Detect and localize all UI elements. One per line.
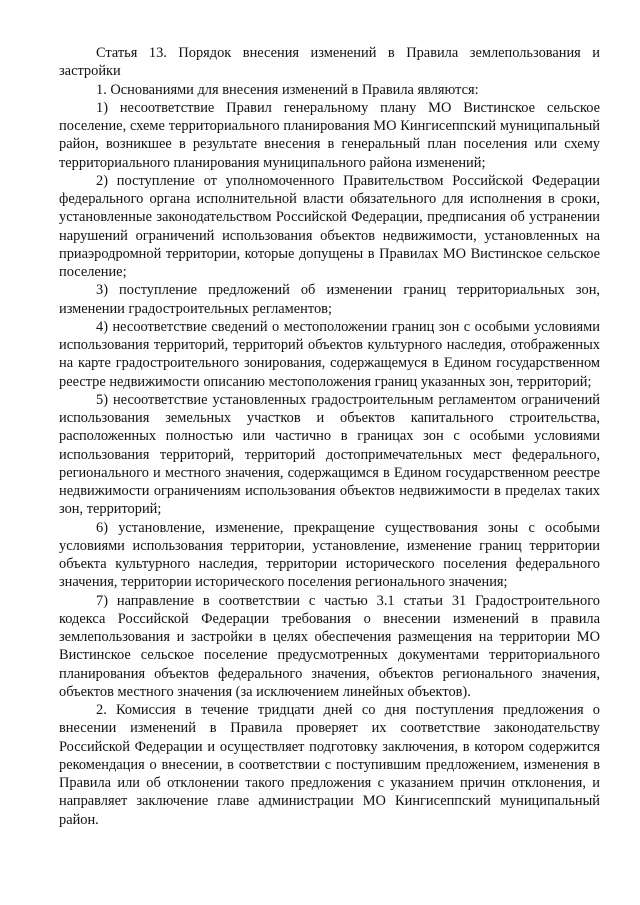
paragraph-item-5: 5) несоответствие установленных градостроительным регламентом ограничений использования земельных участков и объектов капитального строительства, расположенных полностью или частично в границах зон с особыми условиями использования территорий, территорий достопримечательных мест федерального, регионального и местного значения, содержащимся в Едином государственном реестре недвижимости ограничениям использования объектов недвижимости в пределах таких зон, территорий; (59, 391, 600, 518)
paragraph-item-2: 2) поступление от уполномоченного Правительством Российской Федерации федерального органа исполнительной власти обязательного для исполнения в сроки, установленные законодательством Российской Федерации, предписания об устранении нарушений ограничений использования объектов недвижимости, установленных на приаэродромной территории, которые допущены в Правилах МО Вистинское сельское поселение; (59, 172, 600, 280)
paragraph-item-6: 6) установление, изменение, прекращение существования зоны с особыми условиями использования территории, установление, изменение границ территории объекта культурного наследия, территории исторического поселения федерального значения, территории исторического поселения регионального значения; (59, 519, 600, 591)
paragraph-item-7: 7) направление в соответствии с частью 3.1 статьи 31 Градостроительного кодекса Российской Федерации требования о внесении изменений в правила землепользования и застройки в целях обеспечения размещения на территории МО Вистинское сельское поселение предусмотренных документами территориального планирования объектов федерального значения, объектов регионального значения, объектов местного значения (за исключением линейных объектов). (59, 592, 600, 700)
paragraph-item-1: 1) несоответствие Правил генеральному плану МО Вистинское сельское поселение, схеме территориального планирования МО Кингисеппский муниципальный район, возникшее в результате внесения в генеральный план поселения или схему территориального планирования муниципального района изменений; (59, 99, 600, 171)
article-title: Статья 13. Порядок внесения изменений в Правила землепользования и застройки (59, 45, 600, 80)
paragraph-item-4: 4) несоответствие сведений о местоположении границ зон с особыми условиями использования территорий, территорий объектов культурного наследия, отображенных на карте градостроительного зонирования, содержащемуся в Едином государственном реестре недвижимости описанию местоположения границ указанных зон, территорий; (59, 318, 600, 390)
paragraph-2: 2. Комиссия в течение тридцати дней со дня поступления предложения о внесении изменений в Правила проверяет их соответствие законодательству Российской Федерации и осуществляет подготовку заключения, в котором содержится рекомендация о внесении, в соответствии с поступившим предложением, изменения в Правила или об отклонении такого предложения с указанием причин отклонения, и направляет заключение главе администрации МО Кингисеппский муниципальный район. (59, 702, 600, 828)
paragraph-item-3: 3) поступление предложений об изменении границ территориальных зон, изменении градостроительных регламентов; (59, 282, 600, 317)
paragraph-1: 1. Основаниями для внесения изменений в Правила являются: (96, 81, 479, 98)
